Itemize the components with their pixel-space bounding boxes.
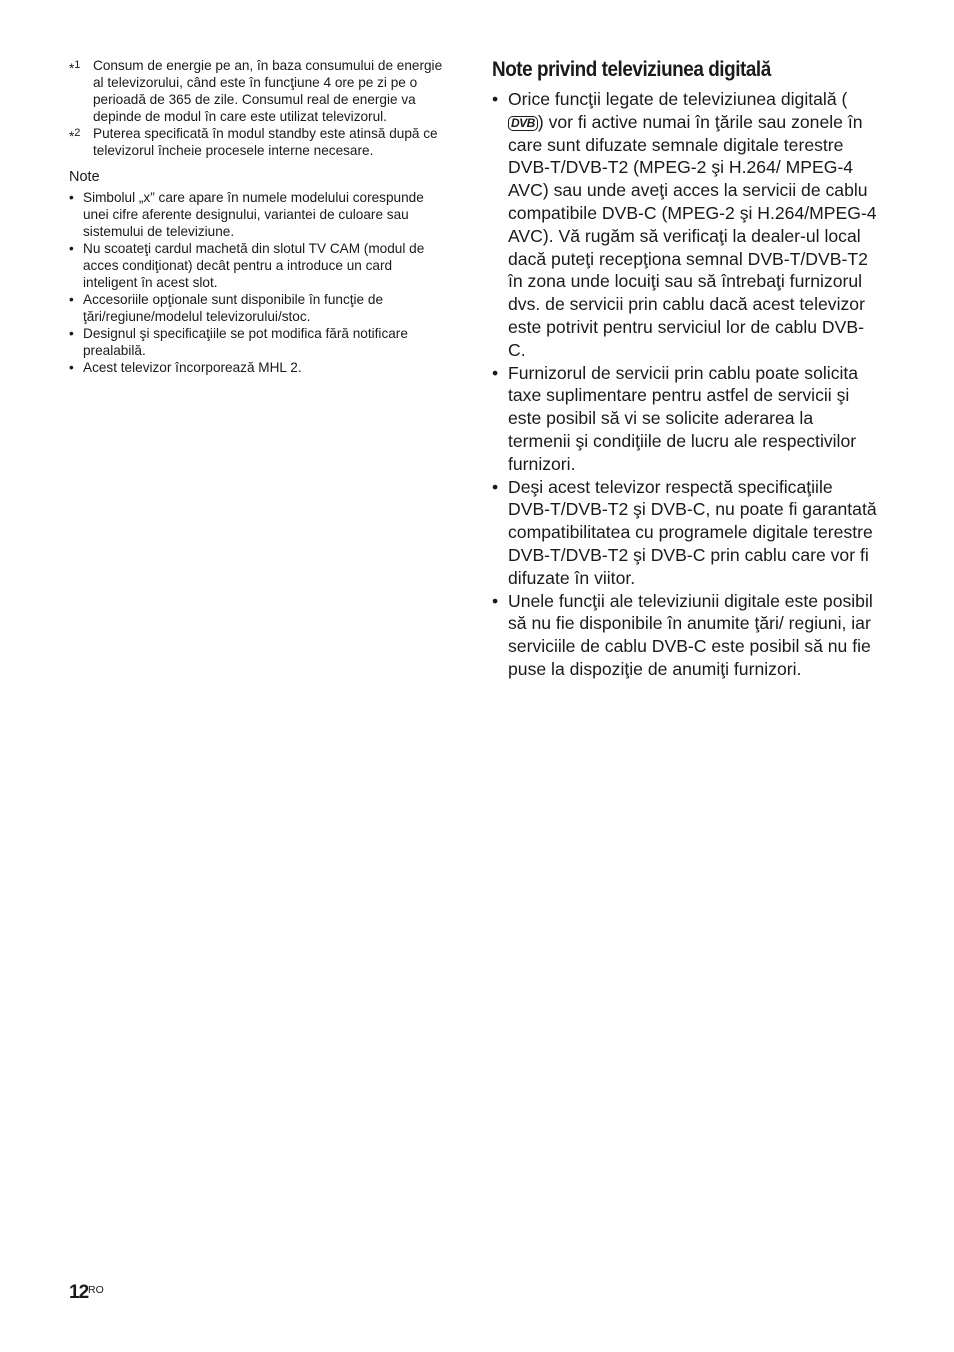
notes-heading: Note: [69, 169, 100, 185]
list-item-text: Accesoriile opţionale sunt disponibile în funcţie de ţări/regiune/modelul televizorului/stoc.: [83, 292, 384, 324]
dvb-logo-icon: DVB: [508, 116, 538, 131]
list-item-text: Simbolul „x” care apare în numele modelului corespunde unei cifre aferente designului, variantei de culoare sau sistemului de televiziune.: [83, 190, 424, 239]
list-item-text: Furnizorul de servicii prin cablu poate solicita taxe suplimentare pentru astfel de servicii şi este posibil să vi se solicite aderarea la termenii şi condiţiile de lucru ale respectivilor furnizori.: [508, 362, 859, 474]
footnote-marker: *$^1$: [69, 59, 81, 76]
list-item-text: Designul şi specificaţiile se pot modifica fără notificare prealabilă.: [83, 326, 408, 358]
bullet: •: [492, 590, 499, 611]
bullet: •: [69, 360, 74, 375]
list-item-text: Deşi acest televizor respectă specificaţiile DVB-T/DVB-T2 şi DVB-C, nu poate fi garantată compatibilitatea cu programele digitale terestre DVB-T/DVB-T2 şi DVB-C prin cablu care vor fi difuzate în viitor.: [508, 476, 877, 588]
left-column: [69, 57, 449, 376]
bullet: •: [69, 326, 74, 341]
bullet: •: [492, 362, 499, 383]
bullet: •: [69, 241, 74, 256]
list-item: [69, 359, 449, 376]
section-title: Note privind televiziunea digitală: [492, 58, 771, 81]
right-column: [492, 56, 877, 681]
notes-list: [69, 189, 449, 376]
footnote-marker: *$^2$: [69, 127, 81, 144]
bullet: •: [492, 89, 499, 109]
footnote-1: [69, 57, 449, 125]
list-item: [69, 240, 449, 291]
page-language-code: RO: [88, 1284, 104, 1296]
list-item: [492, 476, 877, 590]
footnote-text: Consum de energie pe an, în baza consumului de energie al televizorului, când este în funcţiune 4 ore pe zi pe o perioadă de 365 de zile. Consumul real de energie va depinde de modul în care este utilizat televizorul.: [93, 58, 443, 124]
list-item-text: Unele funcţii ale televiziunii digitale este posibil să nu fie disponibile în anumite ţări/ regiuni, iar serviciile de cablu DVB-C este posibil să nu fie puse la dispoziţie de anumiţi furnizori.: [508, 590, 873, 679]
footnote-text: Puterea specificată în modul standby este atinsă după ce televizorul încheie procesele interne necesare.: [93, 126, 438, 158]
list-item: [69, 189, 449, 240]
list-item: [69, 325, 449, 359]
list-item: [492, 88, 877, 362]
list-item-text: Nu scoateţi cardul machetă din slotul TV CAM (modul de acces condiţionat) decât pentru a introduce un card inteligent în acest slot.: [83, 241, 425, 290]
list-item-text: Acest televizor încorporează MHL 2.: [83, 360, 302, 375]
page-number: 12: [69, 1282, 89, 1303]
bullet: •: [69, 292, 74, 307]
bullet: •: [492, 476, 499, 497]
list-item-text: Orice funcţii legate de televiziunea digitală (DVB ) vor fi active numai în ţările sau zonele în care sunt difuzate semnale digitale terestre DVB-T/DVB-T2 (MPEG-2 şi H.264/ MPEG-4 AVC) sau unde aveţi acces la servicii de cablu compatibile DVB-C (MPEG-2 şi H.264/MPEG-4 AVC). Vă rugăm să verificaţi la dealer-ul local dacă puteţi recepţiona semnal DVB-T/DVB-T2 în zona unde locuiţi sau să întrebaţi furnizorul dvs. de servicii prin cablu dacă acest televizor este potrivit pentru serviciul lor de cablu DVB-C.: [508, 89, 877, 360]
list-item: [492, 362, 877, 476]
digital-tv-list: [492, 88, 877, 681]
list-item: [69, 291, 449, 325]
list-item: [492, 590, 877, 681]
bullet: •: [69, 190, 74, 205]
footnote-2: [69, 125, 449, 159]
